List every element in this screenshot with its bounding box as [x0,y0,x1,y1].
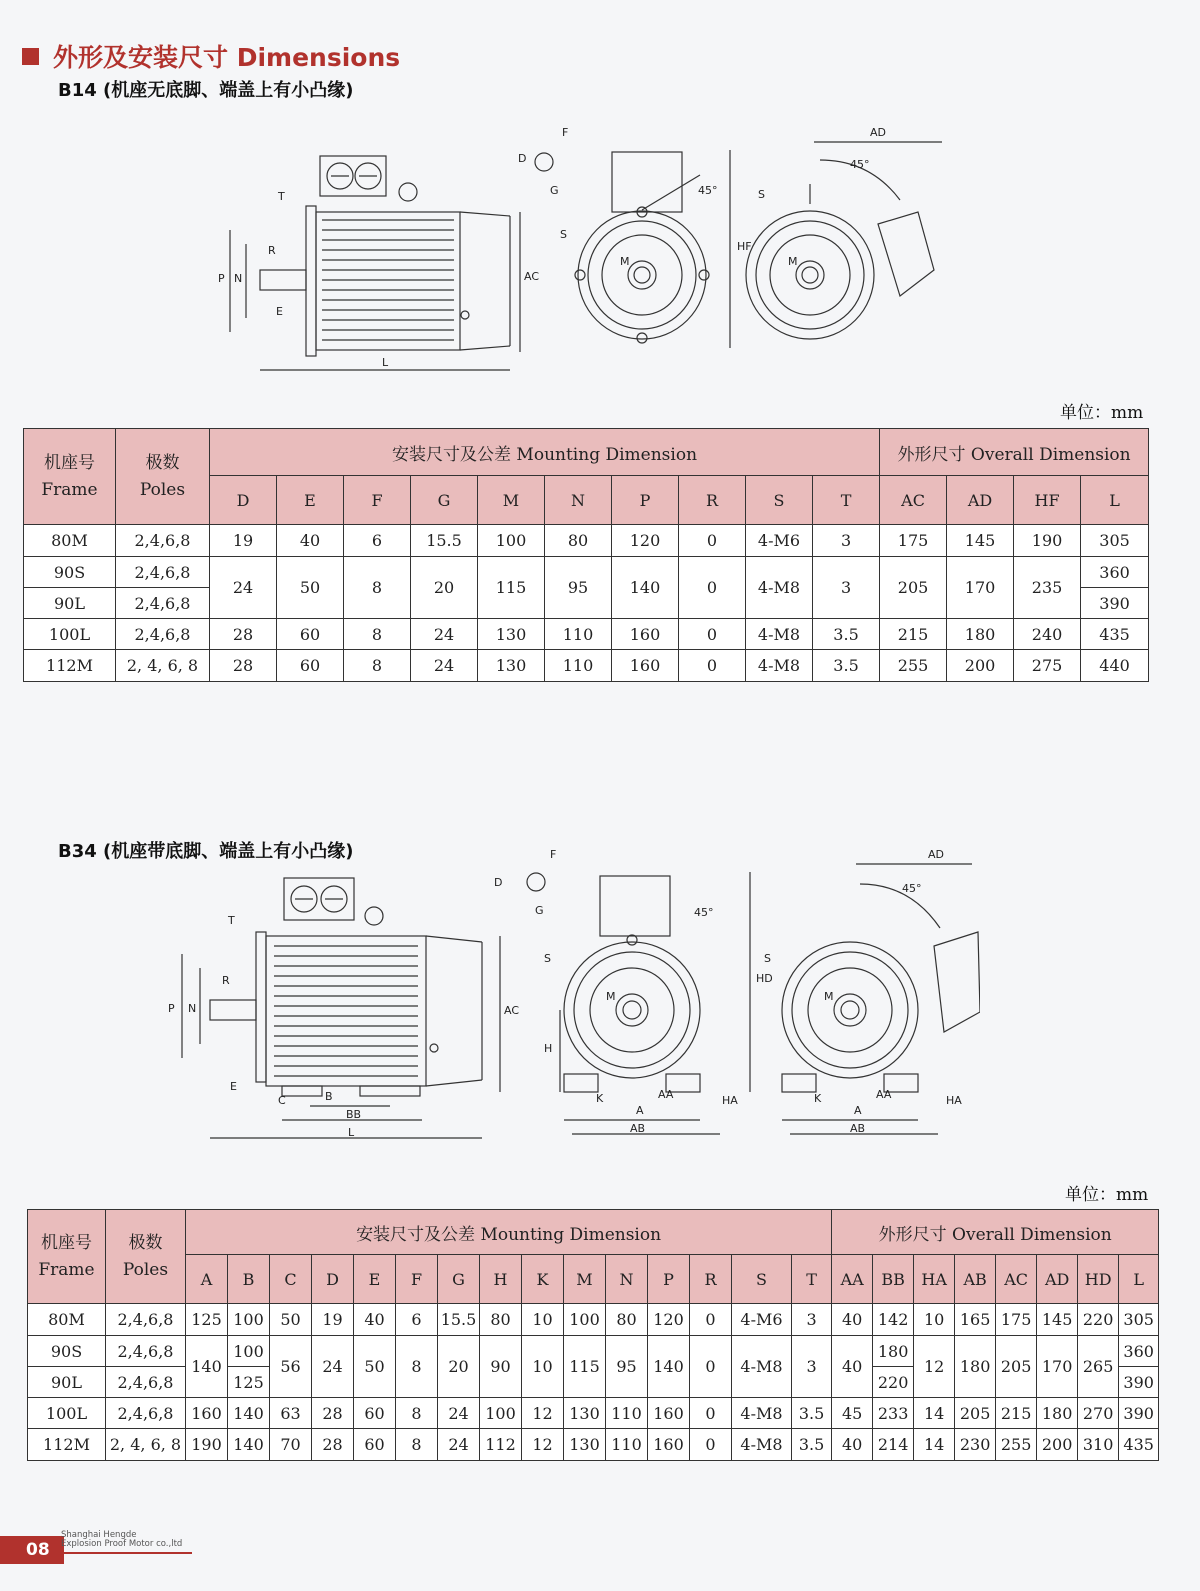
cell: 40 [832,1304,873,1336]
cell: 12 [914,1336,955,1398]
b14-col-header: R [679,476,746,525]
cell: 112M [24,650,116,682]
b34-col-header: BB [873,1255,914,1304]
cell: 390 [1119,1398,1159,1429]
cell: 115 [564,1336,606,1398]
cell: 305 [1119,1304,1159,1336]
cell: 3 [792,1304,832,1336]
cell: 142 [873,1304,914,1336]
cell: 90L [28,1367,106,1398]
cell: 112M [28,1429,106,1461]
cell: 160 [612,619,679,650]
cell: 70 [270,1429,312,1461]
cell: 110 [606,1398,648,1429]
cell: 220 [1078,1304,1119,1336]
cell: 180 [947,619,1014,650]
cell: 80 [545,525,612,557]
cell: 0 [679,650,746,682]
cell: 24 [411,650,478,682]
cell: 95 [545,557,612,619]
svg-text:S: S [758,188,765,201]
cell: 3 [813,525,880,557]
svg-text:K: K [814,1092,822,1105]
svg-text:M: M [824,990,834,1003]
cell: 205 [996,1336,1037,1398]
cell: 305 [1081,525,1149,557]
cell: 3.5 [792,1398,832,1429]
svg-text:T: T [278,190,285,203]
cell: 160 [186,1398,228,1429]
svg-text:D: D [494,876,503,889]
b14-drawing [210,120,970,385]
svg-text:L: L [348,1126,355,1139]
cell: 10 [914,1304,955,1336]
cell: 110 [545,619,612,650]
cell: 24 [438,1429,480,1461]
page-heading [22,38,400,74]
cell: 100 [480,1398,522,1429]
cell: 80 [606,1304,648,1336]
svg-text:M: M [788,255,798,268]
page-number: 08 [0,1536,64,1564]
cell: 90 [480,1336,522,1398]
cell: 3 [792,1336,832,1398]
cell: 6 [396,1304,438,1336]
cell: 0 [690,1429,732,1461]
cell: 8 [344,557,411,619]
cell: 170 [1037,1336,1078,1398]
svg-text:A: A [636,1104,644,1117]
b14-col-header: AD [947,476,1014,525]
svg-text:G: G [550,184,559,197]
cell: 390 [1081,588,1149,619]
cell: 4-M8 [732,1398,792,1429]
cell: 130 [564,1429,606,1461]
svg-text:HA: HA [946,1094,962,1107]
svg-text:HF: HF [737,240,752,253]
cell: 28 [210,650,277,682]
svg-text:G: G [535,904,544,917]
b34-col-header: HD [1078,1255,1119,1304]
company-line-2: Explosion Proof Motor co.,ltd [61,1539,183,1549]
cell: 40 [277,525,344,557]
cell: 160 [612,650,679,682]
b14-overall-group-header: 外形尺寸 Overall Dimension [880,429,1149,476]
b14-table [23,428,1149,682]
b34-drawing [160,842,980,1162]
cell: 110 [545,650,612,682]
cell: 14 [914,1398,955,1429]
cell: 215 [996,1398,1037,1429]
svg-text:C: C [278,1094,286,1107]
cell: 40 [354,1304,396,1336]
cell: 24 [312,1336,354,1398]
b34-col-header: AB [955,1255,996,1304]
cell: 180 [1037,1398,1078,1429]
table-row [28,1398,1159,1429]
b34-col-header: P [648,1255,690,1304]
b34-col-header: M [564,1255,606,1304]
cell: 6 [344,525,411,557]
cell: 360 [1119,1336,1159,1367]
svg-text:L: L [382,356,389,369]
table-row [24,619,1149,650]
svg-text:S: S [544,952,551,965]
cell: 235 [1014,557,1081,619]
cell: 14 [914,1429,955,1461]
cell: 265 [1078,1336,1119,1398]
cell: 15.5 [411,525,478,557]
cell: 205 [955,1398,996,1429]
cell: 2,4,6,8 [116,619,210,650]
cell: 28 [312,1398,354,1429]
cell: 15.5 [438,1304,480,1336]
svg-text:45°: 45° [694,906,714,919]
svg-text:E: E [276,305,283,318]
cell: 100 [564,1304,606,1336]
cell: 28 [312,1429,354,1461]
cell: 2, 4, 6, 8 [106,1429,186,1461]
cell: 220 [873,1367,914,1398]
b34-drawing-svg [160,842,980,1162]
cell: 28 [210,619,277,650]
svg-text:D: D [518,152,527,165]
table-row [24,557,1149,588]
cell: 90S [24,557,116,588]
svg-text:45°: 45° [850,158,870,171]
cell: 2,4,6,8 [116,525,210,557]
cell: 4-M8 [746,557,813,619]
svg-text:S: S [560,228,567,241]
svg-text:N: N [188,1002,197,1015]
cell: 60 [354,1429,396,1461]
b34-table [27,1209,1159,1461]
cell: 0 [690,1398,732,1429]
cell: 4-M6 [746,525,813,557]
b34-subtitle: B34 (机座带底脚、端盖上有小凸缘) [58,841,354,862]
svg-text:S: S [764,952,771,965]
svg-text:45°: 45° [698,184,718,197]
svg-text:M: M [620,255,630,268]
b34-col-header: AA [832,1255,873,1304]
cell: 390 [1119,1367,1159,1398]
b14-col-header: S [746,476,813,525]
cell: 120 [648,1304,690,1336]
table-row [24,650,1149,682]
b34-poles-header: 极数 Poles [106,1210,186,1304]
cell: 435 [1119,1429,1159,1461]
b34-col-header: R [690,1255,732,1304]
cell: 40 [832,1336,873,1398]
svg-text:P: P [168,1002,175,1015]
b14-col-header: L [1081,476,1149,525]
cell: 190 [1014,525,1081,557]
svg-text:K: K [596,1092,604,1105]
svg-text:AB: AB [850,1122,866,1135]
cell: 3.5 [813,619,880,650]
b14-col-header: AC [880,476,947,525]
cell: 275 [1014,650,1081,682]
svg-text:AA: AA [658,1088,674,1101]
cell: 140 [648,1336,690,1398]
cell: 19 [312,1304,354,1336]
cell: 8 [344,650,411,682]
b34-unit: 单位：mm [1065,1185,1149,1205]
cell: 4-M8 [746,650,813,682]
b14-subtitle: B14 (机座无底脚、端盖上有小凸缘) [58,80,354,101]
svg-text:AD: AD [928,848,944,861]
cell: 145 [947,525,1014,557]
table-row [24,525,1149,557]
b34-col-header: B [228,1255,270,1304]
cell: 3.5 [813,650,880,682]
cell: 20 [438,1336,480,1398]
b14-col-header: G [411,476,478,525]
cell: 4-M6 [732,1304,792,1336]
b14-col-header: T [813,476,880,525]
cell: 2,4,6,8 [116,588,210,619]
b34-col-header: AD [1037,1255,1078,1304]
cell: 8 [396,1398,438,1429]
cell: 130 [478,650,545,682]
cell: 175 [996,1304,1037,1336]
cell: 165 [955,1304,996,1336]
cell: 2,4,6,8 [106,1336,186,1367]
cell: 0 [679,557,746,619]
cell: 0 [690,1336,732,1398]
cell: 80 [480,1304,522,1336]
cell: 310 [1078,1429,1119,1461]
cell: 140 [612,557,679,619]
company-line-1: Shanghai Hengde [61,1530,137,1540]
b34-frame-header: 机座号 Frame [28,1210,106,1304]
cell: 255 [996,1429,1037,1461]
svg-text:E: E [230,1080,237,1093]
cell: 110 [606,1429,648,1461]
cell: 140 [228,1398,270,1429]
cell: 360 [1081,557,1149,588]
cell: 20 [411,557,478,619]
cell: 90S [28,1336,106,1367]
svg-text:H: H [544,1042,553,1055]
cell: 90L [24,588,116,619]
cell: 3.5 [792,1429,832,1461]
cell: 4-M8 [732,1336,792,1398]
cell: 115 [478,557,545,619]
svg-text:HA: HA [722,1094,738,1107]
svg-text:AC: AC [504,1004,520,1017]
b14-frame-header: 机座号 Frame [24,429,116,525]
cell: 2,4,6,8 [116,557,210,588]
svg-text:P: P [218,272,225,285]
table-row [28,1429,1159,1461]
cell: 255 [880,650,947,682]
b14-col-header: P [612,476,679,525]
svg-text:45°: 45° [902,882,922,895]
svg-text:F: F [550,848,557,861]
cell: 50 [354,1336,396,1398]
b34-col-header: L [1119,1255,1159,1304]
svg-text:M: M [606,990,616,1003]
b34-col-header: E [354,1255,396,1304]
cell: 24 [438,1398,480,1429]
footer-divider [58,1552,192,1554]
b34-col-header: H [480,1255,522,1304]
cell: 80M [24,525,116,557]
cell: 100 [228,1336,270,1367]
cell: 140 [228,1429,270,1461]
cell: 145 [1037,1304,1078,1336]
cell: 60 [277,619,344,650]
cell: 160 [648,1429,690,1461]
cell: 40 [832,1429,873,1461]
b14-col-header: E [277,476,344,525]
cell: 100 [228,1304,270,1336]
b14-unit: 单位：mm [1060,403,1144,423]
b14-col-header: F [344,476,411,525]
b34-col-header: A [186,1255,228,1304]
b14-mounting-group-header: 安装尺寸及公差 Mounting Dimension [210,429,880,476]
cell: 80M [28,1304,106,1336]
cell: 2, 4, 6, 8 [116,650,210,682]
cell: 63 [270,1398,312,1429]
svg-text:HD: HD [756,972,773,985]
b34-col-header: K [522,1255,564,1304]
cell: 175 [880,525,947,557]
b34-col-header: G [438,1255,480,1304]
cell: 19 [210,525,277,557]
cell: 8 [396,1336,438,1398]
b14-col-header: N [545,476,612,525]
cell: 50 [277,557,344,619]
cell: 3 [813,557,880,619]
cell: 435 [1081,619,1149,650]
cell: 56 [270,1336,312,1398]
svg-text:N: N [234,272,243,285]
cell: 8 [344,619,411,650]
cell: 50 [270,1304,312,1336]
svg-text:BB: BB [346,1108,362,1121]
cell: 2,4,6,8 [106,1398,186,1429]
b34-col-header: AC [996,1255,1037,1304]
table-row [28,1336,1159,1367]
cell: 440 [1081,650,1149,682]
b34-mounting-group-header: 安装尺寸及公差 Mounting Dimension [186,1210,832,1255]
cell: 200 [1037,1429,1078,1461]
cell: 24 [210,557,277,619]
b34-col-header: F [396,1255,438,1304]
cell: 2,4,6,8 [106,1367,186,1398]
cell: 130 [478,619,545,650]
cell: 130 [564,1398,606,1429]
b14-col-header: D [210,476,277,525]
cell: 125 [186,1304,228,1336]
cell: 0 [690,1304,732,1336]
svg-text:AB: AB [630,1122,646,1135]
svg-text:B: B [325,1090,333,1103]
company-name [61,1531,182,1549]
cell: 95 [606,1336,648,1398]
b14-poles-header: 极数 Poles [116,429,210,525]
svg-text:R: R [268,244,276,257]
cell: 10 [522,1304,564,1336]
cell: 125 [228,1367,270,1398]
svg-text:R: R [222,974,230,987]
cell: 10 [522,1336,564,1398]
cell: 100 [478,525,545,557]
b34-overall-group-header: 外形尺寸 Overall Dimension [832,1210,1159,1255]
cell: 200 [947,650,1014,682]
b34-col-header: D [312,1255,354,1304]
cell: 233 [873,1398,914,1429]
cell: 60 [354,1398,396,1429]
svg-text:T: T [228,914,235,927]
cell: 190 [186,1429,228,1461]
svg-text:F: F [562,126,569,139]
b34-col-header: S [732,1255,792,1304]
cell: 8 [396,1429,438,1461]
b14-col-header: HF [1014,476,1081,525]
heading-text: 外形及安装尺寸 Dimensions [53,43,401,72]
cell: 24 [411,619,478,650]
svg-text:AA: AA [876,1088,892,1101]
cell: 160 [648,1398,690,1429]
cell: 0 [679,525,746,557]
b34-col-header: C [270,1255,312,1304]
cell: 214 [873,1429,914,1461]
cell: 240 [1014,619,1081,650]
cell: 4-M8 [746,619,813,650]
cell: 100L [28,1398,106,1429]
cell: 4-M8 [732,1429,792,1461]
cell: 45 [832,1398,873,1429]
cell: 120 [612,525,679,557]
cell: 140 [186,1336,228,1398]
cell: 60 [277,650,344,682]
cell: 0 [679,619,746,650]
b34-col-header: HA [914,1255,955,1304]
cell: 112 [480,1429,522,1461]
svg-text:AC: AC [524,270,540,283]
cell: 170 [947,557,1014,619]
cell: 230 [955,1429,996,1461]
cell: 180 [955,1336,996,1398]
b34-col-header: N [606,1255,648,1304]
heading-square-icon [22,48,39,65]
cell: 12 [522,1429,564,1461]
b14-drawing-svg [210,120,970,385]
cell: 12 [522,1398,564,1429]
table-row [28,1304,1159,1336]
cell: 2,4,6,8 [106,1304,186,1336]
cell: 180 [873,1336,914,1367]
cell: 215 [880,619,947,650]
b34-col-header: T [792,1255,832,1304]
cell: 270 [1078,1398,1119,1429]
svg-text:AD: AD [870,126,886,139]
cell: 100L [24,619,116,650]
cell: 205 [880,557,947,619]
b14-col-header: M [478,476,545,525]
svg-text:A: A [854,1104,862,1117]
